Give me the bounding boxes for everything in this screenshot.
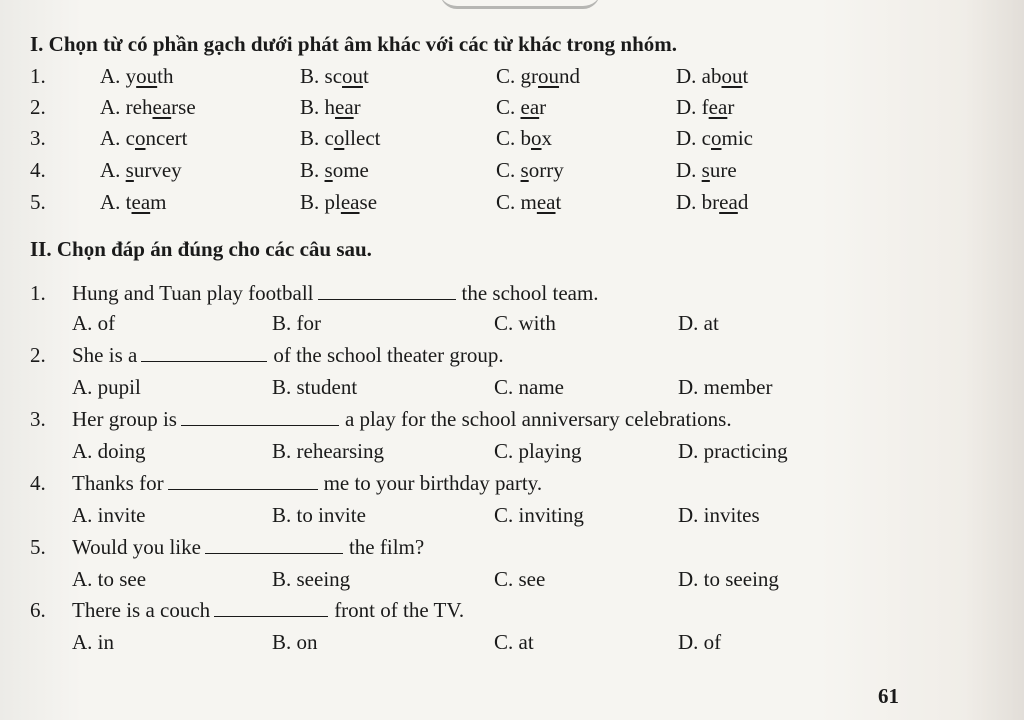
section1-question-row: [0, 158, 1000, 188]
question-text: [72, 407, 732, 432]
option-letter: B.: [300, 158, 320, 182]
answer-option[interactable]: A. to see: [72, 567, 147, 591]
answer-option[interactable]: [676, 126, 753, 151]
underlined-sound: ea: [520, 95, 540, 119]
answer-option[interactable]: [496, 126, 552, 151]
answer-option[interactable]: B. student: [272, 375, 358, 399]
word-prefix: m: [520, 190, 537, 214]
word-prefix: ab: [701, 64, 722, 88]
word-suffix: m: [150, 190, 167, 214]
page-edge-shadow: [964, 0, 1024, 720]
option-letter: D.: [676, 95, 697, 119]
option-letter: B.: [300, 95, 320, 119]
section1-question-row: [0, 190, 1000, 220]
question-number: 2.: [30, 95, 46, 119]
question-number: 3.: [30, 126, 46, 150]
question-text: [72, 471, 542, 496]
question-text-after: of the school theater group.: [273, 343, 504, 367]
underlined-sound: o: [135, 126, 146, 150]
answer-option[interactable]: [300, 126, 381, 151]
answer-option[interactable]: [676, 158, 737, 183]
word-suffix: rse: [171, 95, 196, 119]
section2-options-row: [0, 311, 1000, 339]
question-text-before: Thanks for: [72, 471, 164, 495]
section2-question: [0, 281, 1000, 309]
answer-blank[interactable]: [141, 360, 267, 362]
word-prefix: t: [125, 190, 132, 214]
answer-option[interactable]: [496, 158, 564, 183]
word-suffix: th: [157, 64, 174, 88]
answer-option[interactable]: D. practicing: [678, 439, 788, 463]
question-text: [72, 343, 504, 368]
answer-option[interactable]: [676, 64, 748, 89]
question-number: 3.: [30, 407, 46, 431]
word-prefix: f: [701, 95, 709, 119]
word-suffix: ome: [332, 158, 369, 182]
answer-option[interactable]: [300, 158, 369, 183]
answer-option[interactable]: C. playing: [494, 439, 582, 463]
underlined-sound: ea: [536, 190, 556, 214]
word-prefix: sc: [324, 64, 343, 88]
word-suffix: x: [541, 126, 553, 150]
word-suffix: orry: [528, 158, 564, 182]
word-suffix: t: [363, 64, 369, 88]
answer-blank[interactable]: [181, 424, 339, 426]
underlined-sound: s: [701, 158, 710, 182]
word-suffix: llect: [344, 126, 381, 150]
question-text-before: Hung and Tuan play football: [72, 281, 314, 305]
answer-option[interactable]: [100, 190, 167, 215]
option-letter: D.: [676, 158, 697, 182]
option-letter: D.: [676, 126, 697, 150]
question-text-before: Her group is: [72, 407, 177, 431]
answer-option[interactable]: B. seeing: [272, 567, 351, 591]
section2-question: [0, 407, 1000, 435]
underlined-sound: s: [324, 158, 333, 182]
answer-option[interactable]: D. member: [678, 375, 773, 399]
option-letter: C.: [496, 126, 516, 150]
answer-option[interactable]: C. with: [494, 311, 556, 335]
answer-option[interactable]: D. at: [678, 311, 719, 335]
section1-title: I. Chọn từ có phần gạch dưới phát âm khác với các từ khác trong nhóm.: [30, 32, 678, 56]
underlined-sound: ea: [131, 190, 151, 214]
section2-question: [0, 598, 1000, 626]
word-prefix: c: [125, 126, 135, 150]
option-letter: A.: [100, 64, 121, 88]
answer-option[interactable]: C. see: [494, 567, 546, 591]
section1-question-row: [0, 126, 1000, 156]
underlined-sound: o: [333, 126, 345, 150]
answer-option[interactable]: [496, 190, 561, 215]
section1-question-row: [0, 64, 1000, 94]
answer-option[interactable]: B. to invite: [272, 503, 366, 527]
option-letter: C.: [496, 95, 516, 119]
section2-question: [0, 343, 1000, 371]
answer-option[interactable]: A. invite: [72, 503, 146, 527]
answer-blank[interactable]: [318, 298, 456, 300]
answer-option[interactable]: [300, 190, 377, 215]
underlined-sound: ea: [340, 190, 360, 214]
answer-option[interactable]: [496, 95, 546, 120]
question-text: [72, 535, 424, 560]
answer-option[interactable]: A. of: [72, 311, 116, 335]
word-suffix: t: [555, 190, 562, 214]
answer-option[interactable]: C. name: [494, 375, 564, 399]
word-suffix: se: [359, 190, 378, 214]
option-letter: C.: [496, 158, 516, 182]
answer-option[interactable]: [676, 190, 748, 215]
answer-option[interactable]: A. doing: [72, 439, 146, 463]
question-number: 4.: [30, 471, 46, 495]
answer-option[interactable]: [100, 126, 187, 151]
word-prefix: b: [520, 126, 532, 150]
word-prefix: c: [324, 126, 334, 150]
word-suffix: r: [539, 95, 547, 119]
answer-option[interactable]: [300, 95, 361, 120]
section2-options-row: [0, 503, 1000, 531]
word-suffix: mic: [721, 126, 753, 150]
question-number: 5.: [30, 190, 46, 214]
answer-option[interactable]: [676, 95, 734, 120]
answer-option[interactable]: B. on: [272, 630, 318, 654]
section2-question: [0, 471, 1000, 499]
word-suffix: d: [737, 190, 749, 214]
answer-option[interactable]: D. of: [678, 630, 722, 654]
underlined-sound: ou: [342, 64, 364, 88]
word-prefix: pl: [324, 190, 341, 214]
question-number: 2.: [30, 343, 46, 367]
underlined-sound: o: [711, 126, 722, 150]
answer-option[interactable]: D. invites: [678, 503, 760, 527]
question-number: 1.: [30, 64, 46, 88]
word-prefix: gr: [520, 64, 539, 88]
word-suffix: ure: [709, 158, 737, 182]
question-text-after: the school team.: [461, 281, 599, 305]
question-text-before: There is a couch: [72, 598, 211, 622]
word-suffix: ncert: [145, 126, 188, 150]
word-prefix: h: [324, 95, 336, 119]
word-suffix: nd: [559, 64, 581, 88]
underlined-sound: ea: [335, 95, 354, 119]
answer-option[interactable]: [100, 64, 174, 89]
question-text-before: Would you like: [72, 535, 201, 559]
underlined-sound: ea: [719, 190, 738, 214]
question-text-before: She is a: [72, 343, 138, 367]
option-letter: D.: [676, 64, 697, 88]
underlined-sound: ou: [538, 64, 560, 88]
page-number: 61: [878, 684, 899, 708]
underlined-sound: ou: [136, 64, 158, 88]
bleed-through-mark: [440, 0, 600, 9]
underlined-sound: s: [125, 158, 134, 182]
option-letter: B.: [300, 64, 320, 88]
underlined-sound: ea: [708, 95, 728, 119]
word-suffix: r: [727, 95, 735, 119]
underlined-sound: o: [531, 126, 542, 150]
answer-option[interactable]: A. in: [72, 630, 114, 654]
option-letter: A.: [100, 95, 121, 119]
answer-option[interactable]: B. for: [272, 311, 321, 335]
option-letter: D.: [676, 190, 697, 214]
option-letter: C.: [496, 190, 516, 214]
question-text-after: a play for the school anniversary celebrations.: [344, 407, 732, 431]
question-text-after: front of the TV.: [334, 598, 465, 622]
question-text-after: me to your birthday party.: [323, 471, 543, 495]
answer-option[interactable]: [100, 158, 182, 183]
word-prefix: c: [701, 126, 711, 150]
word-prefix: y: [125, 64, 137, 88]
answer-option[interactable]: [300, 64, 369, 89]
answer-option[interactable]: D. to seeing: [678, 567, 779, 591]
option-letter: A.: [100, 126, 121, 150]
section2-options-row: [0, 567, 1000, 595]
underlined-sound: ou: [721, 64, 743, 88]
question-number: 1.: [30, 281, 46, 305]
answer-option[interactable]: [496, 64, 580, 89]
question-number: 6.: [30, 598, 46, 622]
answer-option[interactable]: C. at: [494, 630, 534, 654]
section1-question-row: [0, 95, 1000, 125]
answer-option[interactable]: [100, 95, 196, 120]
answer-blank[interactable]: [168, 488, 318, 490]
question-number: 4.: [30, 158, 46, 182]
section2-options-row: [0, 375, 1000, 403]
option-letter: B.: [300, 190, 320, 214]
section2-question: [0, 535, 1000, 563]
underlined-sound: s: [520, 158, 529, 182]
word-prefix: br: [701, 190, 720, 214]
option-letter: A.: [100, 190, 121, 214]
underlined-sound: ea: [152, 95, 172, 119]
section2-title: II. Chọn đáp án đúng cho các câu sau.: [30, 237, 372, 261]
word-prefix: reh: [125, 95, 153, 119]
question-text: [72, 598, 464, 623]
word-suffix: urvey: [133, 158, 182, 182]
section2-options-row: [0, 439, 1000, 467]
option-letter: C.: [496, 64, 516, 88]
question-number: 5.: [30, 535, 46, 559]
question-text: [72, 281, 599, 306]
answer-blank[interactable]: [214, 615, 328, 617]
answer-option[interactable]: C. inviting: [494, 503, 584, 527]
answer-option[interactable]: B. rehearsing: [272, 439, 384, 463]
answer-blank[interactable]: [205, 552, 343, 554]
word-suffix: t: [742, 64, 749, 88]
option-letter: A.: [100, 158, 121, 182]
answer-option[interactable]: A. pupil: [72, 375, 141, 399]
word-suffix: r: [353, 95, 361, 119]
section2-options-row: [0, 630, 1000, 658]
question-text-after: the film?: [348, 535, 425, 559]
option-letter: B.: [300, 126, 320, 150]
